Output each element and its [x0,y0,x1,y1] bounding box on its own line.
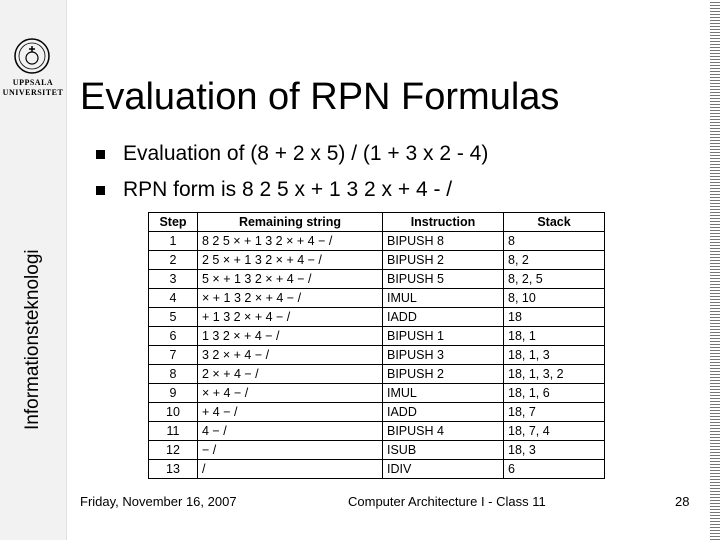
page-number: 28 [675,494,690,509]
footer-date: Friday, November 16, 2007 [80,494,237,509]
table-row [149,270,605,289]
cell-remaining-string: 2 5 × + 1 3 2 × + 4 − / [198,251,383,270]
table-row [149,422,605,441]
cell-remaining-string: / [198,460,383,479]
cell-step: 6 [149,327,198,346]
cell-stack: 8 [504,232,605,251]
cell-step: 4 [149,289,198,308]
cell-remaining-string: 4 − / [198,422,383,441]
right-edge-decoration [710,0,720,540]
cell-instruction: BIPUSH 2 [383,365,504,384]
bullet-list [78,136,488,208]
table-row [149,403,605,422]
cell-stack: 18, 1, 3 [504,346,605,365]
footer-course: Computer Architecture I - Class 11 [348,494,546,509]
cell-stack: 8, 2, 5 [504,270,605,289]
cell-stack: 18, 1 [504,327,605,346]
slide-title: Evaluation of RPN Formulas [80,76,560,118]
table-row [149,308,605,327]
cell-remaining-string: 2 × + 4 − / [198,365,383,384]
bullet-item [78,172,488,208]
cell-step: 7 [149,346,198,365]
cell-step: 13 [149,460,198,479]
table-row [149,384,605,403]
table-row [149,441,605,460]
header-step: Step [149,213,198,232]
university-seal-icon [14,38,50,74]
cell-instruction: IADD [383,308,504,327]
table-row [149,251,605,270]
cell-remaining-string: 8 2 5 × + 1 3 2 × + 4 − / [198,232,383,251]
header-remaining-string: Remaining string [198,213,383,232]
cell-instruction: ISUB [383,441,504,460]
cell-step: 1 [149,232,198,251]
cell-instruction: BIPUSH 5 [383,270,504,289]
cell-remaining-string: − / [198,441,383,460]
cell-step: 8 [149,365,198,384]
cell-stack: 18 [504,308,605,327]
table-row [149,289,605,308]
sidebar [0,0,67,540]
cell-stack: 8, 10 [504,289,605,308]
table-row [149,327,605,346]
cell-step: 12 [149,441,198,460]
cell-instruction: IMUL [383,384,504,403]
cell-instruction: BIPUSH 8 [383,232,504,251]
cell-stack: 18, 3 [504,441,605,460]
cell-instruction: IMUL [383,289,504,308]
table-row [149,232,605,251]
cell-step: 5 [149,308,198,327]
cell-stack: 18, 7, 4 [504,422,605,441]
logo-text-line1: UPPSALA [12,78,54,87]
bullet-text: RPN form is 8 2 5 x + 1 3 2 x + 4 - / [123,178,453,201]
cell-instruction: BIPUSH 1 [383,327,504,346]
cell-step: 10 [149,403,198,422]
header-instruction: Instruction [383,213,504,232]
rpn-evaluation-table [148,212,605,479]
cell-step: 9 [149,384,198,403]
cell-stack: 18, 7 [504,403,605,422]
logo-text-line2: UNIVERSITET [2,88,64,97]
header-stack: Stack [504,213,605,232]
cell-stack: 6 [504,460,605,479]
cell-instruction: BIPUSH 2 [383,251,504,270]
cell-remaining-string: 1 3 2 × + 4 − / [198,327,383,346]
table-row [149,346,605,365]
cell-step: 11 [149,422,198,441]
square-bullet-icon [96,150,105,159]
cell-instruction: BIPUSH 3 [383,346,504,365]
table-row [149,460,605,479]
cell-instruction: BIPUSH 4 [383,422,504,441]
cell-stack: 8, 2 [504,251,605,270]
cell-stack: 18, 1, 3, 2 [504,365,605,384]
table-header-row [149,213,605,232]
cell-remaining-string: + 1 3 2 × + 4 − / [198,308,383,327]
cell-remaining-string: + 4 − / [198,403,383,422]
department-label: Informationsteknologi [22,249,43,430]
table-body [149,232,605,479]
square-bullet-icon [96,186,105,195]
cell-instruction: IDIV [383,460,504,479]
cell-remaining-string: × + 4 − / [198,384,383,403]
cell-remaining-string: 3 2 × + 4 − / [198,346,383,365]
bullet-item [78,136,488,172]
table-row [149,365,605,384]
cell-remaining-string: 5 × + 1 3 2 × + 4 − / [198,270,383,289]
cell-stack: 18, 1, 6 [504,384,605,403]
cell-step: 2 [149,251,198,270]
cell-instruction: IADD [383,403,504,422]
cell-remaining-string: × + 1 3 2 × + 4 − / [198,289,383,308]
bullet-text: Evaluation of (8 + 2 x 5) / (1 + 3 x 2 - 4) [123,142,489,165]
cell-step: 3 [149,270,198,289]
